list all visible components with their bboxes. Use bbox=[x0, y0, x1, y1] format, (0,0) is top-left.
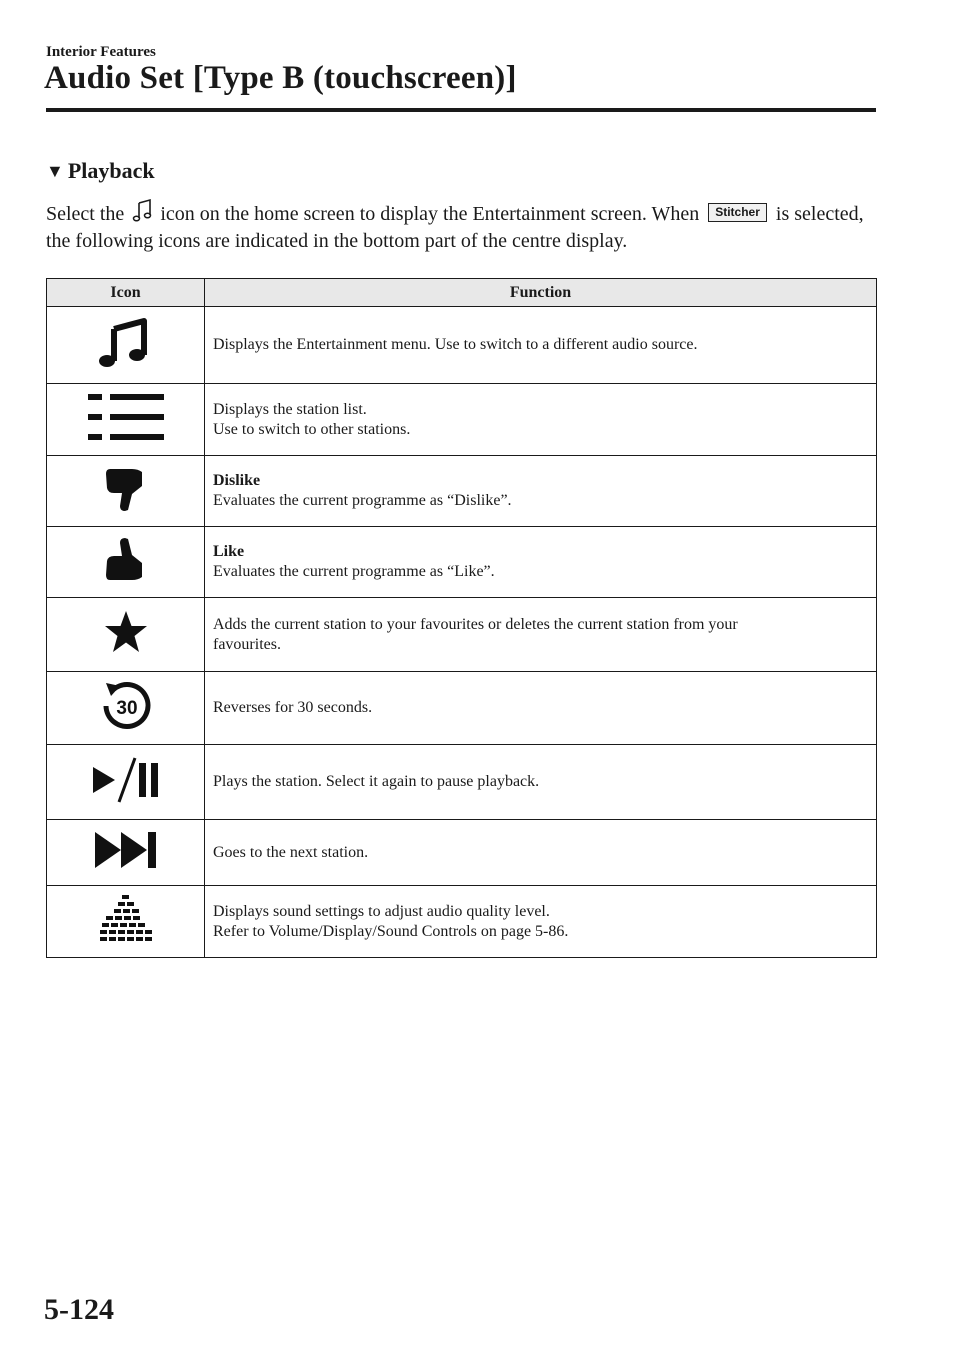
icon-cell bbox=[47, 745, 205, 820]
table-row bbox=[47, 456, 877, 527]
table-header-row bbox=[47, 279, 877, 307]
column-header-function: Function bbox=[205, 279, 877, 307]
table-row bbox=[47, 307, 877, 384]
function-title: Like bbox=[213, 543, 245, 560]
icon-cell bbox=[47, 672, 205, 745]
function-text: Displays the Entertainment menu. Use to switch to a different audio source. bbox=[213, 336, 698, 353]
sound-settings-icon bbox=[98, 895, 154, 943]
table-row bbox=[47, 672, 877, 745]
function-text: Use to switch to other stations. bbox=[213, 420, 411, 438]
star-icon bbox=[103, 610, 149, 654]
stitcher-button: Stitcher bbox=[708, 203, 767, 222]
function-cell bbox=[205, 820, 877, 886]
intro-text-3: is selected, the following icons are indicated in the bottom part of the centre display. bbox=[46, 203, 864, 252]
table-row bbox=[47, 598, 877, 672]
music-note-icon bbox=[96, 315, 156, 371]
intro-text-2: icon on the home screen to display the Entertainment screen. When bbox=[160, 203, 700, 225]
section-label: Interior Features bbox=[46, 44, 156, 60]
table-row bbox=[47, 745, 877, 820]
function-cell bbox=[205, 745, 877, 820]
column-header-icon: Icon bbox=[47, 279, 205, 307]
icon-cell bbox=[47, 598, 205, 672]
title-rule bbox=[46, 108, 876, 112]
triangle-down-icon: ▼ bbox=[46, 160, 64, 181]
icon-cell bbox=[47, 886, 205, 958]
thumbs-up-icon bbox=[104, 537, 148, 583]
intro-text-1: Select the bbox=[46, 203, 125, 225]
function-title: Dislike bbox=[213, 472, 261, 489]
function-text: Displays the station list. bbox=[213, 400, 367, 418]
function-text: Adds the current station to your favourites or deletes the current station from your bbox=[213, 615, 738, 633]
music-note-icon bbox=[131, 198, 153, 224]
page-title: Audio Set [Type B (touchscreen)] bbox=[44, 60, 517, 96]
icon-function-table bbox=[46, 278, 877, 958]
rewind-30-label: 30 bbox=[115, 697, 138, 719]
list-icon bbox=[86, 392, 166, 442]
function-cell bbox=[205, 456, 877, 527]
function-text: Evaluates the current programme as “Dislike”. bbox=[213, 492, 512, 509]
table-row bbox=[47, 384, 877, 456]
function-text: Goes to the next station. bbox=[213, 843, 369, 861]
icon-cell bbox=[47, 384, 205, 456]
function-cell bbox=[205, 672, 877, 745]
function-cell bbox=[205, 598, 877, 672]
function-cell bbox=[205, 886, 877, 958]
playback-heading-text: Playback bbox=[67, 158, 155, 183]
page-number: 5-124 bbox=[44, 1293, 114, 1326]
intro-paragraph bbox=[46, 198, 876, 255]
skip-next-icon bbox=[93, 830, 159, 870]
playback-heading bbox=[46, 158, 155, 184]
function-cell bbox=[205, 527, 877, 598]
table-row bbox=[47, 820, 877, 886]
table-row bbox=[47, 886, 877, 958]
function-text: favourites. bbox=[213, 635, 281, 653]
function-text: Plays the station. Select it again to pause playback. bbox=[213, 773, 540, 790]
function-cell bbox=[205, 307, 877, 384]
function-text: Refer to Volume/Display/Sound Controls on page 5-86. bbox=[213, 922, 569, 940]
icon-cell bbox=[47, 527, 205, 598]
icon-cell bbox=[47, 820, 205, 886]
function-text: Reverses for 30 seconds. bbox=[213, 699, 373, 716]
function-text: Displays sound settings to adjust audio quality level. bbox=[213, 902, 550, 920]
rewind-30-icon bbox=[100, 680, 152, 732]
table-row bbox=[47, 527, 877, 598]
icon-cell bbox=[47, 456, 205, 527]
function-cell bbox=[205, 384, 877, 456]
function-text: Evaluates the current programme as “Like”. bbox=[213, 563, 495, 580]
thumbs-down-icon bbox=[104, 466, 148, 512]
play-pause-icon bbox=[91, 755, 161, 805]
icon-cell bbox=[47, 307, 205, 384]
